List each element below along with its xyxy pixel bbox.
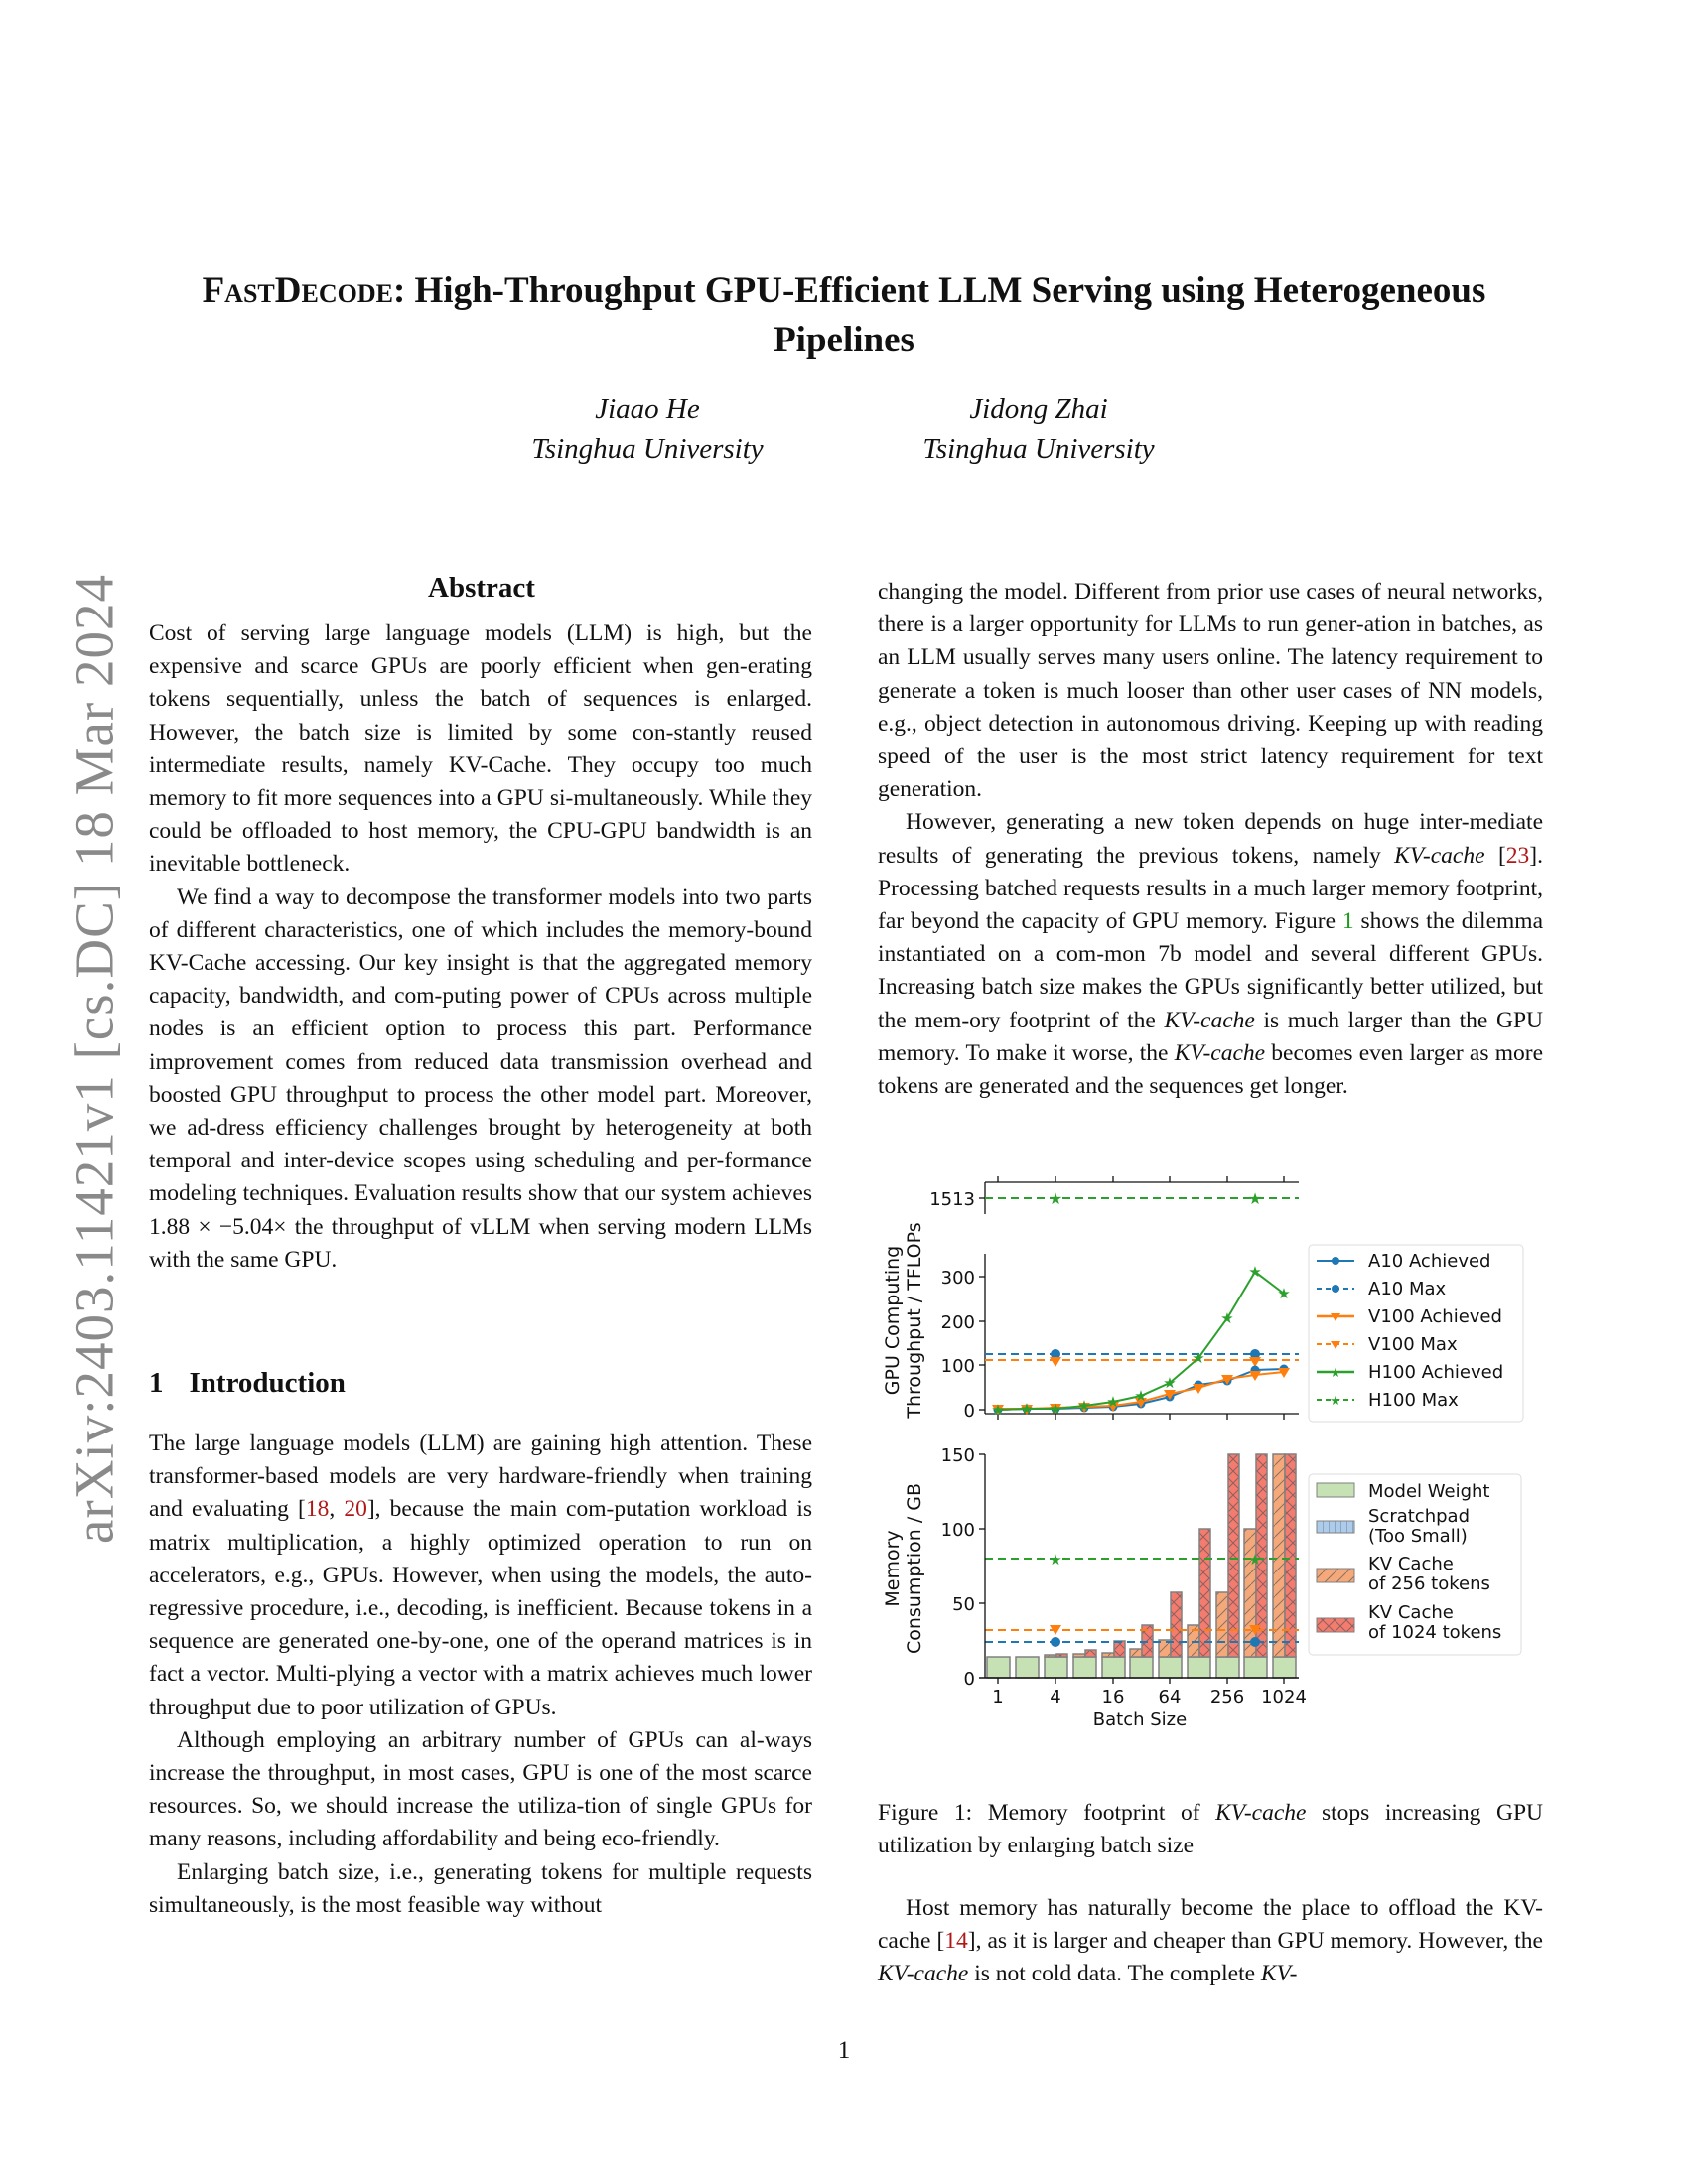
figure-1-chart: [874, 1161, 1549, 1747]
intro-paragraph: Enlarging batch size, i.e., generating tokens for multiple requests simultaneously, is the most feasible way without: [149, 1858, 812, 1918]
svg-text:64: 64: [1158, 1687, 1182, 1707]
svg-text:★: ★: [1247, 1189, 1263, 1208]
abstract-body: [149, 617, 812, 1277]
svg-text:GPU Computing: GPU Computing: [882, 1245, 904, 1396]
intro-paragraph: The large language models (LLM) are gaining high attention. These transformer-based models are very hardware-friendly when training and evaluating [18, 20], because the main com-putation workload is matrix multiplication, a highly optimized operation to run on accelerators, e.g., GPUs. However, when using the models, the auto-regressive procedure, i.e., decoding, is inefficient. Because tokens in a sequence are generated one-by-one, one of the operand matrices is in fact a vector. Multi-plying a vector with a matrix achieves much lower throughput due to poor utilization of GPUs.: [149, 1431, 812, 1720]
svg-text:0: 0: [963, 1401, 975, 1422]
svg-text:★: ★: [1049, 1551, 1062, 1569]
abstract-paragraph: We find a way to decompose the transformer models into two parts of different characteristics, one of which includes the memory-bound KV-Cache accessing. Our key insight is that the aggregated memory capacity, bandwidth, and com-puting power of CPUs across multiple nodes is an efficient option to process this part. Performance improvement comes from reduced data transmission overhead and boosted GPU throughput to process the other model part. Moreover, we ad-dress efficiency challenges brought by heterogeneity at both temporal and inter-device scopes using scheduling and per-formance modeling techniques. Evaluation results show that our system achieves 1.88 × −5.04× the throughput of vLLM when serving modern LLMs with the same GPU.: [149, 884, 812, 1273]
svg-text:★: ★: [1277, 1285, 1291, 1302]
citation-link[interactable]: 18: [305, 1496, 330, 1523]
svg-text:Consumption / GB: Consumption / GB: [904, 1482, 925, 1655]
throughput-lower-panel: [941, 1254, 1299, 1422]
system-name: FastDecode: [202, 270, 393, 311]
svg-text:★: ★: [1048, 1189, 1063, 1208]
svg-text:V100 Max: V100 Max: [1368, 1334, 1458, 1355]
svg-text:★: ★: [1220, 1309, 1234, 1327]
svg-text:50: 50: [952, 1594, 975, 1615]
svg-text:H100 Max: H100 Max: [1368, 1390, 1459, 1411]
svg-text:★: ★: [1134, 1387, 1148, 1405]
svg-text:of 1024 tokens: of 1024 tokens: [1368, 1622, 1502, 1643]
page-number: 1: [837, 2037, 851, 2064]
svg-text:★: ★: [1106, 1393, 1120, 1411]
svg-text:300: 300: [940, 1268, 975, 1289]
svg-text:1513: 1513: [929, 1189, 975, 1210]
right-column-continuation: [878, 1892, 1543, 1991]
intro-paragraph: Although employing an arbitrary number of GPUs can al-ways increase the throughput, in most cases, GPU is one of the most scarce resources. So, we should increase the utiliza-tion of single GPUs for many reasons, including affordability and being eco-friendly.: [149, 1726, 812, 1852]
throughput-legend: [1309, 1245, 1523, 1422]
svg-text:★: ★: [1049, 1400, 1062, 1418]
svg-text:H100 Achieved: H100 Achieved: [1368, 1362, 1504, 1383]
x-axis-label: Batch Size: [1092, 1709, 1188, 1730]
svg-text:16: 16: [1101, 1687, 1125, 1707]
section-heading: 1 Introduction: [149, 1367, 346, 1399]
svg-text:★: ★: [1020, 1400, 1034, 1418]
figure-caption: Figure 1: Memory footprint of KV-cache stops increasing GPU utilization by enlarging batch size: [878, 1800, 1543, 1858]
citation-link[interactable]: 14: [944, 1928, 968, 1955]
svg-text:★: ★: [1330, 1366, 1341, 1381]
author-affiliation: Tsinghua University: [922, 433, 1155, 465]
author-name: Jiaao He: [595, 393, 700, 425]
svg-text:Memory: Memory: [882, 1530, 904, 1607]
svg-text:V100 Achieved: V100 Achieved: [1368, 1306, 1502, 1327]
paper-title: FastDecode: High-Throughput GPU-Efficient LLM Serving using Heterogeneous Pipelines: [202, 270, 1486, 360]
abstract-paragraph: Cost of serving large language models (LLM) is high, but the expensive and scarce GPUs are poorly efficient when gen-erating tokens sequentially, unless the batch of sequences is enlarged. However, the batch size is limited by some con-stantly reused intermediate results, namely KV-Cache. They occupy too much memory to fit more sequences into a GPU si-multaneously. While they could be offloaded to host memory, the CPU-GPU bandwidth is an inevitable bottleneck.: [149, 620, 812, 878]
author-block: [489, 389, 806, 469]
svg-text:256: 256: [1209, 1687, 1245, 1707]
svg-text:★: ★: [1077, 1397, 1091, 1415]
svg-text:100: 100: [940, 1356, 975, 1377]
svg-text:Throughput / TFLOPs: Throughput / TFLOPs: [904, 1222, 925, 1419]
figure-link[interactable]: 1: [1341, 908, 1354, 935]
svg-text:Model Weight: Model Weight: [1368, 1481, 1490, 1502]
svg-text:★: ★: [1192, 1349, 1205, 1367]
svg-text:200: 200: [940, 1312, 975, 1333]
svg-text:KV Cache: KV Cache: [1368, 1554, 1454, 1574]
svg-text:A10 Achieved: A10 Achieved: [1368, 1251, 1491, 1272]
memory-panel: [941, 1445, 1307, 1730]
citation-link[interactable]: 20: [344, 1496, 367, 1523]
body-paragraph: changing the model. Different from prior use cases of neural networks, there is a larger opportunity for LLMs to run gener-ation in batches, as an LLM usually serves many users online. The latency requirement to generate a token is much looser than other user cases of NN models, e.g., object detection in autonomous driving. Keeping up with reading speed of the user is the most strict latency requirement for text generation.: [878, 579, 1543, 803]
svg-text:★: ★: [1248, 1263, 1262, 1281]
svg-text:0: 0: [963, 1669, 975, 1690]
svg-text:1: 1: [992, 1687, 1004, 1707]
abstract-heading: Abstract: [428, 572, 535, 604]
arxiv-identifier: arXiv:2403.11421v1 [cs.DC] 18 Mar 2024: [64, 574, 125, 1544]
right-column-body: [878, 576, 1543, 1103]
memory-y-axis-label: [882, 1483, 925, 1654]
svg-text:★: ★: [1163, 1374, 1177, 1392]
svg-text:★: ★: [991, 1401, 1005, 1419]
svg-text:1024: 1024: [1261, 1687, 1307, 1707]
author-affiliation: Tsinghua University: [531, 433, 764, 465]
author-name: Jidong Zhai: [969, 393, 1108, 425]
svg-text:4: 4: [1050, 1687, 1061, 1707]
author-block: [880, 389, 1197, 469]
body-paragraph: However, generating a new token depends on huge inter-mediate results of generating the previous tokens, namely KV-cache [23]. Processing batched requests results in a much larger memory footprint, far beyond the capacity of GPU memory. Figure 1 shows the dilemma instantiated on a com-mon 7b model and several different GPUs. Increasing batch size makes the GPUs significantly better utilized, but the mem-ory footprint of the KV-cache is much larger than the GPU memory. To make it worse, the KV-cache becomes even larger as more tokens are generated and the sequences get longer.: [878, 809, 1544, 1100]
svg-text:A10 Max: A10 Max: [1368, 1279, 1447, 1299]
memory-legend: [1309, 1474, 1521, 1655]
svg-text:★: ★: [1248, 1551, 1262, 1569]
body-paragraph: Host memory has naturally become the place to offload the KV-cache [14], as it is larger and cheaper than GPU memory. However, the KV-cache is not cold data. The complete KV-: [878, 1895, 1543, 1987]
svg-text:Scratchpad: Scratchpad: [1368, 1506, 1470, 1527]
svg-text:100: 100: [940, 1520, 975, 1541]
svg-text:KV Cache: KV Cache: [1368, 1602, 1454, 1623]
throughput-y-axis-label: [882, 1222, 925, 1419]
throughput-upper-panel: [929, 1176, 1299, 1214]
svg-text:of 256 tokens: of 256 tokens: [1368, 1573, 1490, 1594]
svg-text:(Too Small): (Too Small): [1368, 1526, 1468, 1547]
svg-text:150: 150: [940, 1445, 975, 1466]
intro-body: [149, 1428, 812, 1922]
citation-link[interactable]: 23: [1505, 842, 1530, 869]
svg-text:★: ★: [1330, 1394, 1341, 1409]
